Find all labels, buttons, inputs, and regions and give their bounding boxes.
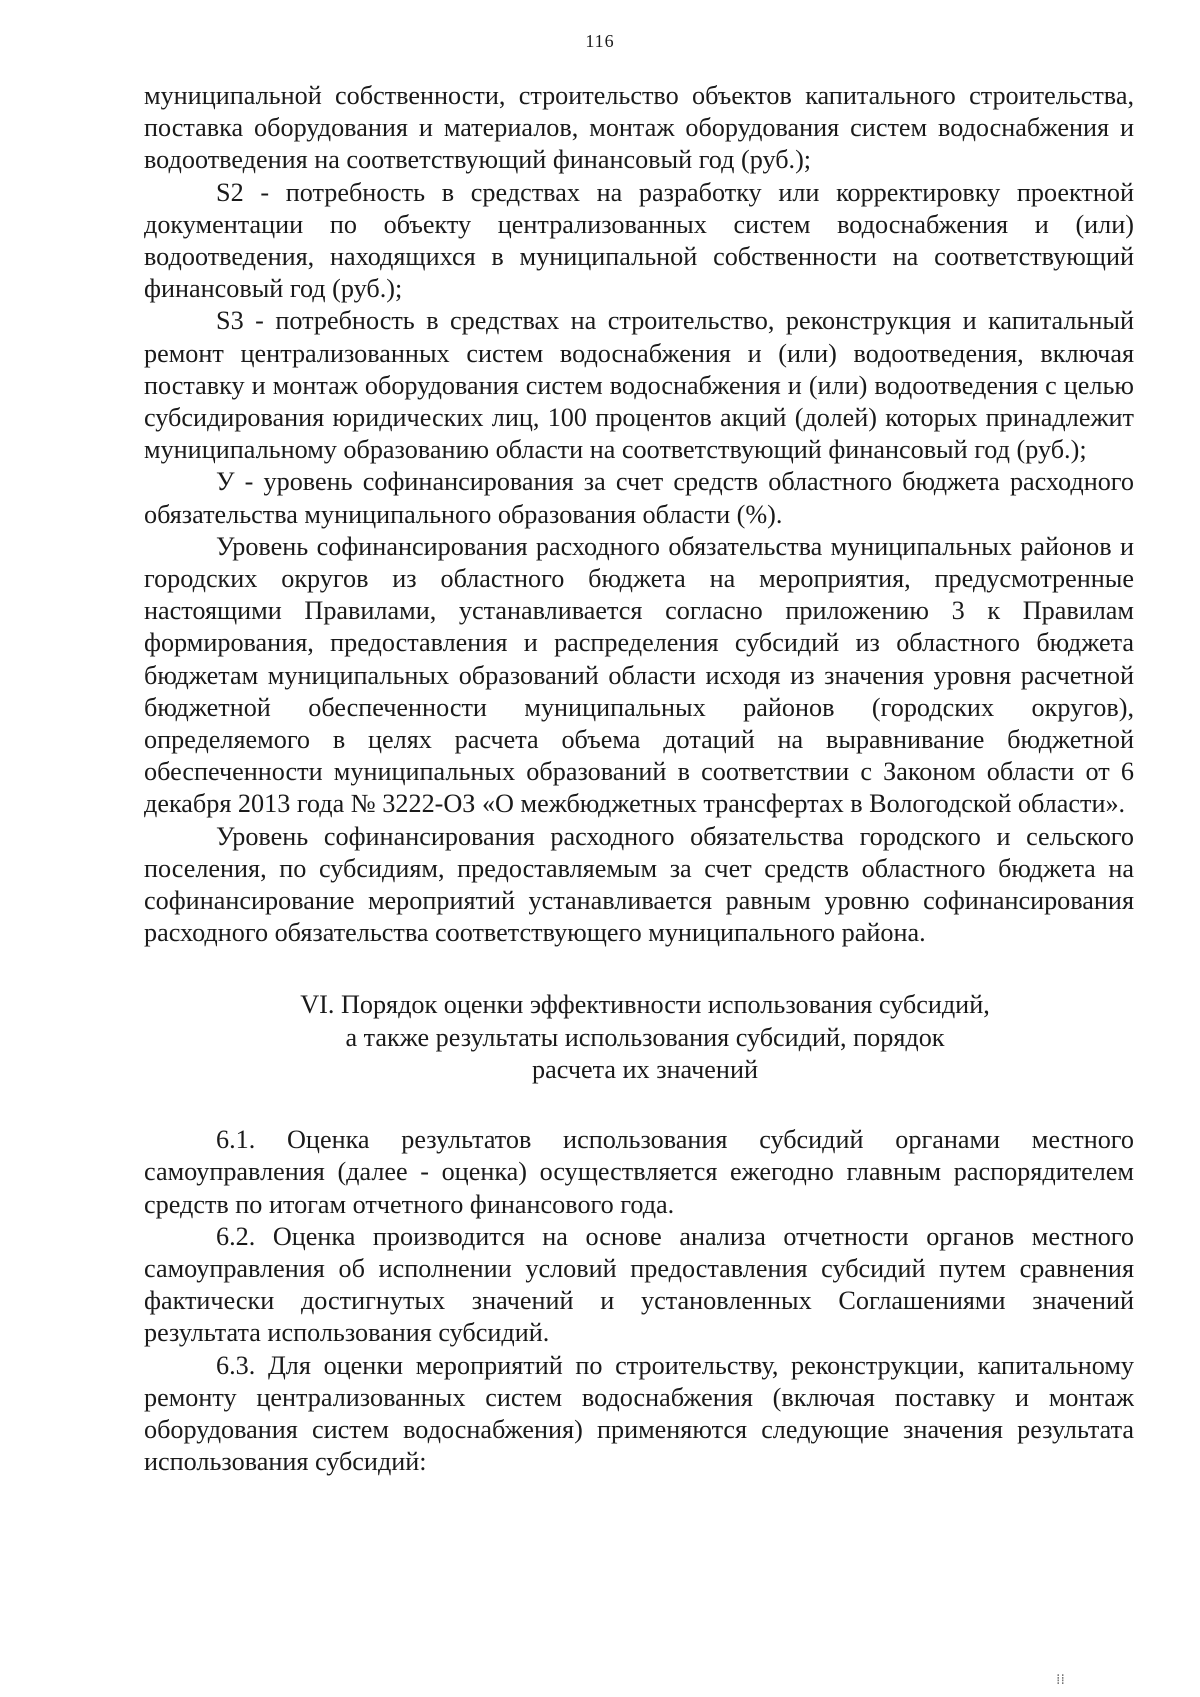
section-heading-line-1: VI. Порядок оценки эффективности использования субсидий, bbox=[300, 990, 990, 1020]
paragraph-6-3: 6.3. Для оценки мероприятий по строительству, реконструкции, капитальному ремонту централизованных систем водоснабжения (включая поставку и монтаж оборудования систем водоснабжения) применяются следующие значения результата использования субсидий: bbox=[144, 1350, 1134, 1477]
section-heading bbox=[144, 989, 1134, 1086]
section-heading-line-2: а также результаты использования субсидий, порядок bbox=[345, 1022, 945, 1052]
paragraph-6-2: 6.2. Оценка производится на основе анализа отчетности органов местного самоуправления об исполнении условий предоставления субсидий путем сравнения фактически достигнутых значений и установленных Соглашениями значений результата использования субсидий. bbox=[144, 1221, 1134, 1348]
paragraph-6-1: 6.1. Оценка результатов использования субсидий органами местного самоуправления (далее - оценка) осуществляется ежегодно главным распорядителем средств по итогам отчетного финансового года. bbox=[144, 1125, 1134, 1219]
scan-mark-bottom: ⁞⁞ bbox=[1056, 1672, 1065, 1688]
paragraph-y: У - уровень софинансирования за счет средств областного бюджета расходного обязательства муниципального образования области (%). bbox=[144, 467, 1134, 529]
paragraph-continuation: муниципальной собственности, строительство объектов капитального строительства, поставка оборудования и материалов, монтаж оборудования систем водоснабжения и водоотведения на соответствующий финансовый год (руб.); bbox=[144, 81, 1134, 175]
page-number: 116 bbox=[585, 31, 615, 51]
paragraph-cofinancing-settlements: Уровень софинансирования расходного обязательства городского и сельского поселения, по субсидиям, предоставляемым за счет средств областного бюджета на софинансирование мероприятий устанавливается равным уровню софинансирования расходного обязательства соответствующего муниципального района. bbox=[144, 821, 1134, 948]
document-body bbox=[144, 80, 1134, 1478]
paragraph-s2: S2 - потребность в средствах на разработку или корректировку проектной документации по объекту централизованных систем водоснабжения и (или) водоотведения, находящихся в муниципальной собственности на соответствующий финансовый год (руб.); bbox=[144, 177, 1134, 304]
paragraph-s3: S3 - потребность в средствах на строительство, реконструкция и капитальный ремонт централизованных систем водоснабжения и (или) водоотведения, включая поставку и монтаж оборудования систем водоснабжения и (или) водоотведения с целью субсидирования юридических лиц, 100 процентов акций (долей) которых принадлежит муниципальному образованию области на соответствующий финансовый год (руб.); bbox=[144, 306, 1134, 465]
section-heading-line-3: расчета их значений bbox=[532, 1054, 758, 1084]
paragraph-cofinancing-districts: Уровень софинансирования расходного обязательства муниципальных районов и городских округов из областного бюджета на мероприятия, предусмотренные настоящими Правилами, устанавливается согласно приложению 3 к Правилам формирования, предоставления и распределения субсидий из областного бюджета бюджетам муниципальных образований области исходя из значения уровня расчетной бюджетной обеспеченности муниципальных районов (городских округов), определяемого в целях расчета объема дотаций на выравнивание бюджетной обеспеченности муниципальных образований в соответствии с Законом области от 6 декабря 2013 года № 3222-ОЗ «О межбюджетных трансфертах в Вологодской области». bbox=[144, 531, 1134, 819]
